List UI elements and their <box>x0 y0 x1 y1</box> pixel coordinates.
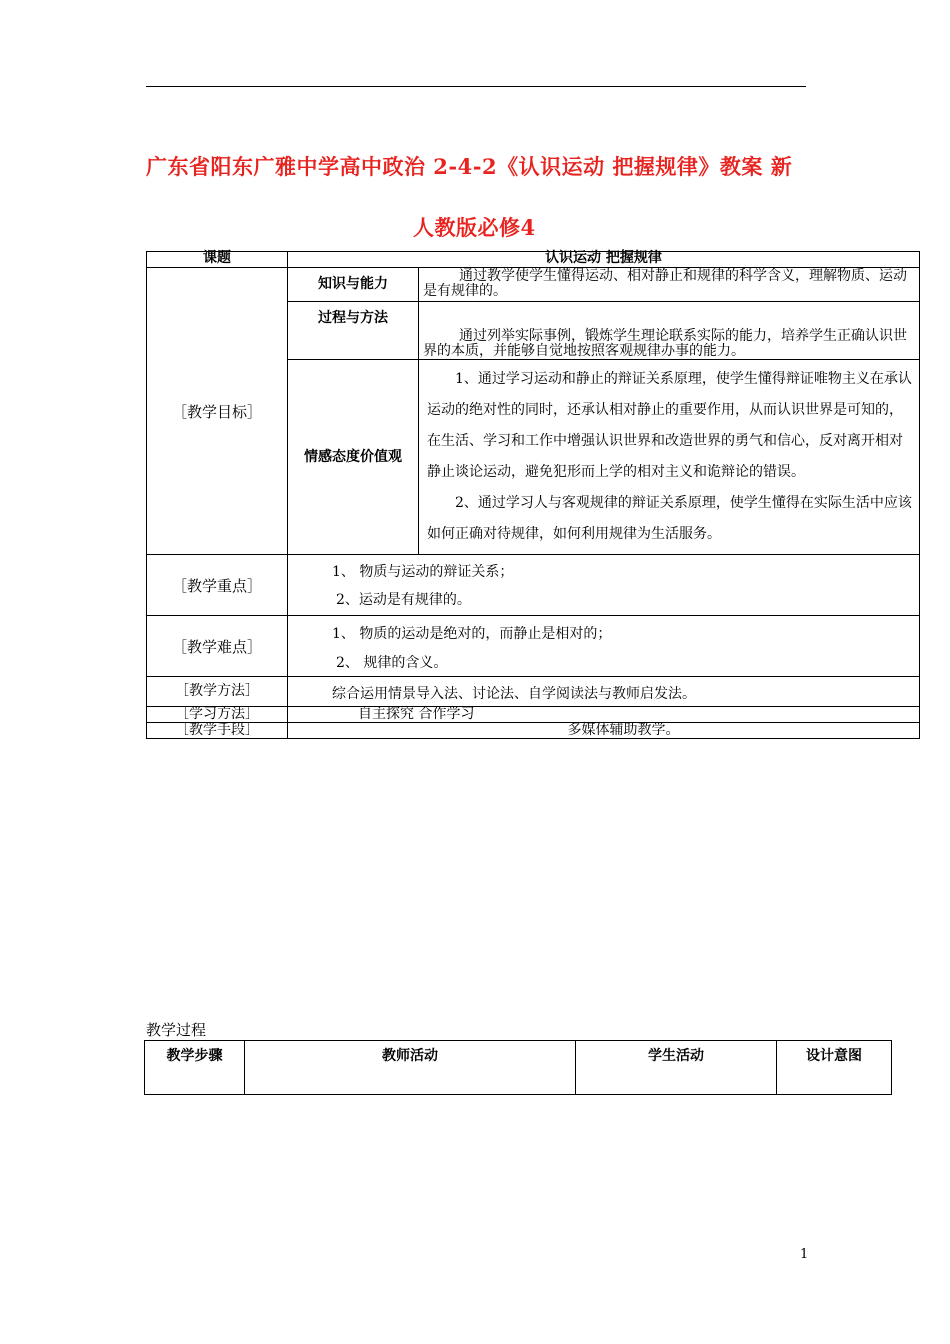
topic-value: 认识运动 把握规律 <box>288 252 920 268</box>
key-point-item: 1、 物质与运动的辩证关系； <box>332 564 514 580</box>
teaching-method-label: ［教学方法］ <box>147 677 288 707</box>
page-number: 1 <box>800 1247 809 1262</box>
process-header-row <box>145 1041 892 1095</box>
difficulties-label: ［教学难点］ <box>147 616 288 677</box>
teaching-means-row <box>147 723 920 739</box>
lesson-plan-table <box>146 251 920 739</box>
learning-method-value: 自主探究 合作学习 <box>288 707 920 723</box>
goal-attitude-label: 情感态度价值观 <box>288 360 419 555</box>
goal-knowledge-text: 通过教学使学生懂得运动、相对静止和规律的科学含义，理解物质、运动是有规律的。 <box>419 268 920 302</box>
goals-label: ［教学目标］ <box>147 268 288 555</box>
process-col-teacher: 教师活动 <box>245 1041 576 1095</box>
key-points-content <box>288 555 920 616</box>
teaching-means-label: ［教学手段］ <box>147 723 288 739</box>
goal-process-text: 通过列举实际事例，锻炼学生理论联系实际的能力，培养学生正确认识世界的本质，并能够自觉地按照客观规律办事的能力。 <box>419 302 920 360</box>
goal-row-knowledge <box>147 268 920 302</box>
difficulties-row <box>147 616 920 677</box>
goal-attitude-paragraph: 2、通过学习人与客观规律的辩证关系原理，使学生懂得在实际生活中应该如何正确对待规律，如何利用规律为生活服务。 <box>427 495 912 542</box>
difficulties-content <box>288 616 920 677</box>
goal-process-label: 过程与方法 <box>288 302 419 360</box>
process-col-student: 学生活动 <box>576 1041 777 1095</box>
topic-row <box>147 252 920 268</box>
process-section-label: 教学过程 <box>146 1021 207 1039</box>
teaching-method-value: 综合运用情景导入法、讨论法、自学阅读法与教师启发法。 <box>288 677 920 707</box>
document-title-line1: 广东省阳东广雅中学高中政治 2-4-2《认识运动 把握规律》教案 新 <box>146 154 793 179</box>
difficulty-item: 1、 物质的运动是绝对的，而静止是相对的； <box>332 626 612 642</box>
document-title-line2: 人教版必修4 <box>413 215 536 240</box>
process-col-intent: 设计意图 <box>777 1041 892 1095</box>
process-table <box>144 1040 892 1095</box>
learning-method-row <box>147 707 920 723</box>
key-points-label: ［教学重点］ <box>147 555 288 616</box>
topic-label: 课题 <box>147 252 288 268</box>
header-rule <box>146 86 806 87</box>
difficulty-item: 2、 规律的含义。 <box>336 655 448 671</box>
teaching-means-value: 多媒体辅助教学。 <box>288 723 920 739</box>
teaching-method-row <box>147 677 920 707</box>
goal-attitude-paragraph: 1、通过学习运动和静止的辩证关系原理，使学生懂得辩证唯物主义在承认运动的绝对性的同时，还承认相对静止的重要作用，从而认识世界是可知的，在生活、学习和工作中增强认识世界和改造世界的勇气和信心，反对离开相对静止谈论运动，避免犯形而上学的相对主义和诡辩论的错误。 <box>427 371 912 480</box>
goal-knowledge-label: 知识与能力 <box>288 268 419 302</box>
key-point-item: 2、运动是有规律的。 <box>336 592 471 608</box>
process-col-steps: 教学步骤 <box>145 1041 245 1095</box>
goal-attitude-text <box>419 360 920 555</box>
key-points-row <box>147 555 920 616</box>
learning-method-label: ［学习方法］ <box>147 707 288 723</box>
